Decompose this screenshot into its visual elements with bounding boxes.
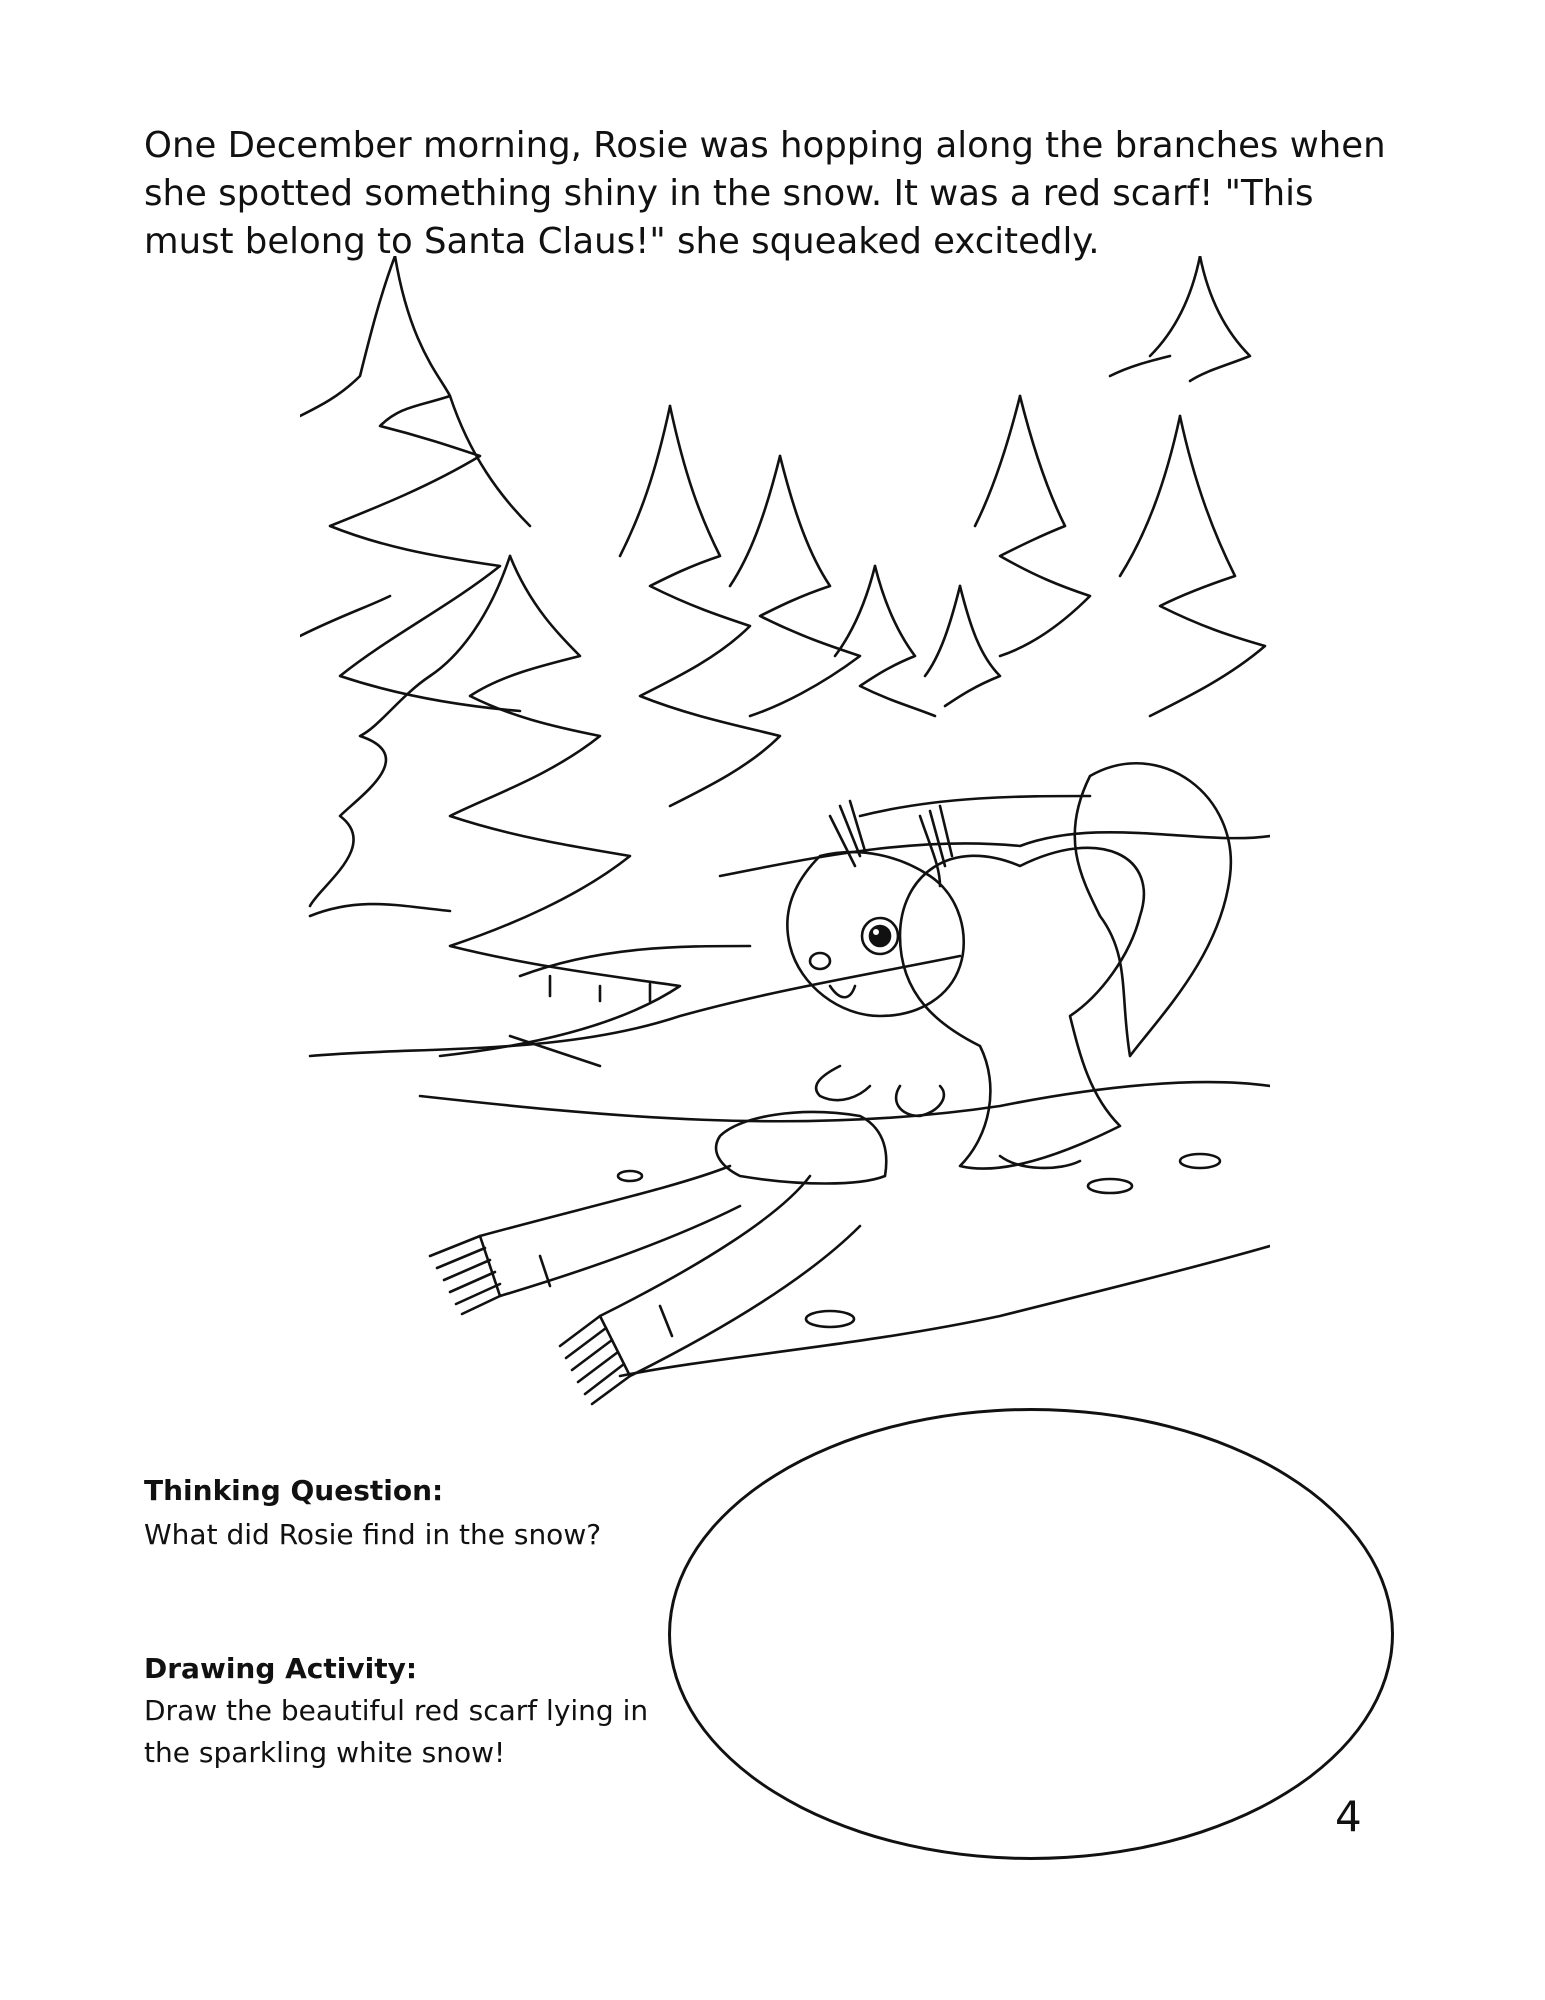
- drawing-activity-text: Draw the beautiful red scarf lying in the sparkling white snow!: [144, 1694, 649, 1769]
- thinking-question-label: Thinking Question:: [144, 1474, 444, 1507]
- drawing-activity-label: Drawing Activity:: [144, 1652, 418, 1685]
- story-paragraph: One December morning, Rosie was hopping along the branches when she spotted something shiny in the snow. It was a red scarf! "This must belong to Santa Claus!" she squeaked excitedly.: [144, 125, 1386, 262]
- scarf: [430, 1112, 886, 1404]
- page-number: 4: [1335, 1792, 1362, 1841]
- squirrel-scene-illustration: [300, 256, 1270, 1436]
- thinking-question-text: What did Rosie find in the snow?: [144, 1518, 602, 1551]
- front-pine-tree: [310, 556, 680, 1066]
- drawing-area-oval[interactable]: [668, 1408, 1394, 1860]
- squirrel: [787, 763, 1231, 1168]
- left-pine-tree: [300, 256, 530, 711]
- background-pine-trees: [620, 256, 1265, 806]
